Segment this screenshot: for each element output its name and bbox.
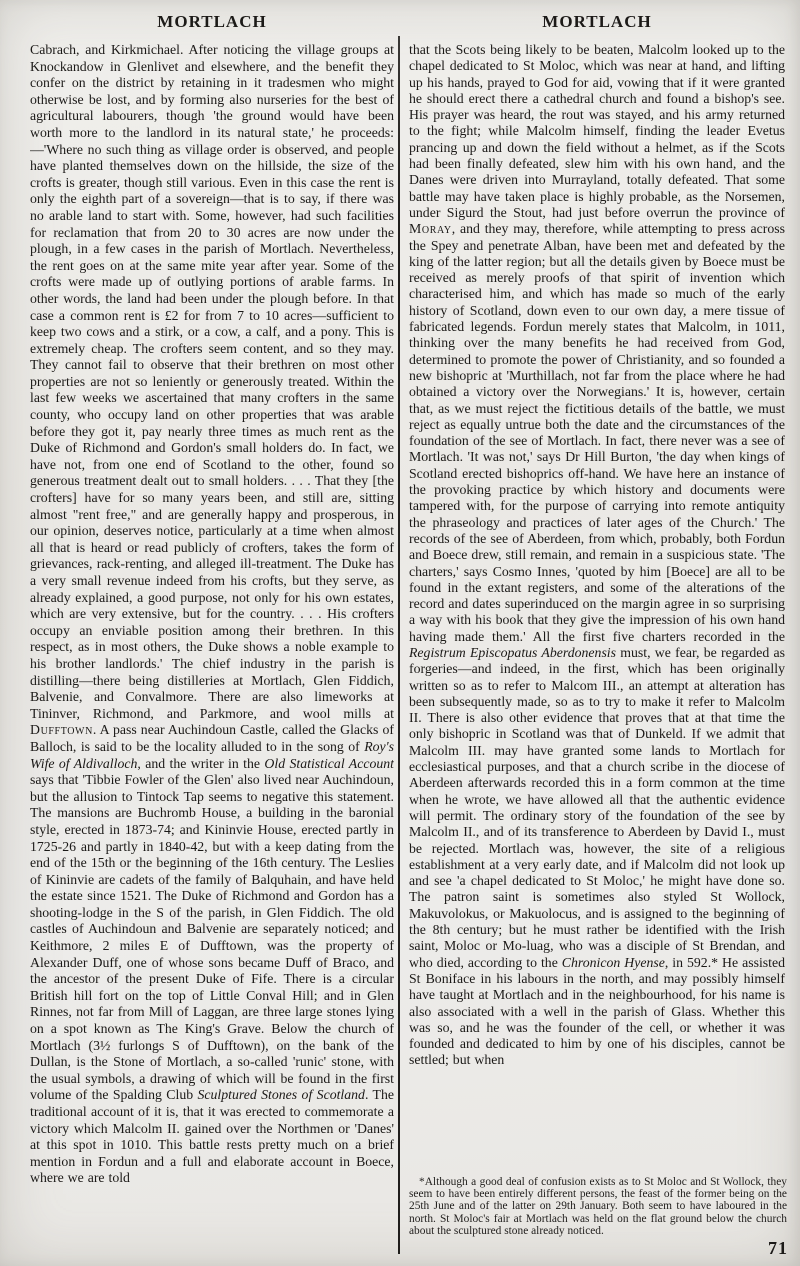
column-divider-rule	[398, 36, 400, 1254]
running-head-left: MORTLACH	[157, 12, 267, 31]
page-number: 71	[768, 1238, 788, 1258]
right-column-text: that the Scots being likely to be beaten, Malcolm looked up to the chapel dedicated to St Moloc, which was near at hand, and lifting up his hands, prayed to God for aid, vowing that if it were granted he should erect there a cathedral church and found a bishop's see. His prayer was heard, the rout was stayed, and his army returned to the fight; while Malcolm himself, finding the leader Evetus prancing up and down the field without a helmet, as if the Scots had been finally defeated, slew him with his own hand, and the Danes were driven into Murrayland, totally defeated. That some battle may have taken place is highly probable, as the Norsemen, under Sigurd the Stout, had just before overrun the province of Moray, and they may, therefore, while attempting to press across the Spey and penetrate Alban, have been met and defeated by the king of the latter region; but all the details given by Boece must be received as merely proofs of that spirit of invention which characterised him, and which has made so much of the early history of Scotland, down even to our own day, a mere tissue of fabricated legends. Fordun merely states that Malcolm, in 1011, thinking over the many benefits he had received from God, determined to promote the power of Christianity, and so founded a new bishopric at 'Murthillach, not far from the place where he had obtained a victory over the Norwegians.' It is, however, certain that, as we must reject the fictitious details of the battle, we must reject as equally untrue both the date and the circumstances of the foundation of the see of Mortlach. In fact, there never was a see of Mortlach. 'It was not,' says Dr Hill Burton, 'the day when kings of Scotland erected bishoprics off-hand. We have here an instance of the provoking practice by which history and documents were tampered with, for the purpose of carrying into remote antiquity the phraseology and practices of later ages of the Church.' The records of the see of Aberdeen, from which, probably, both Fordun and Boece drew, still remain, and remain in a suspicious state. 'The charters,' says Cosmo Innes, 'quoted by him [Boece] are all to be found in the extant registers, and some of the alterations of the record and dates superinduced on the margin agree in so surprising a way with his book that they give the impression of his own hand having made them.' All the first five charters recorded in the Registrum Episcopatus Aberdonensis must, we fear, be regarded as forgeries—and indeed, in the first, which has been originally written so as to refer to Malcom III., an attempt at alteration has been subsequently made, so as to try to make it refer to Malcolm II. There is also other evidence that proves that at that time the only bishopric in Scotland was that of Dunkeld. If we admit that Malcolm III. may have granted some lands to Mortlach for ecclesiastical purposes, and that a church scribe in the diocese of Aberdeen afterwards recorded this in a form common at the time when he wrote, we have allowed all that the authentic evidence will permit. The ordinary story of the foundation of the see by Malcolm II., and of its transference to Aberdeen by David I., must be rejected. Mortlach was, however, the site of a religious establishment at a very early date, and if Malcolm did not look up and see 'a chapel dedicated to St Moloc,' he might have done so. The patron saint is sometimes also styled St Wollock, Makuvolokus, or Makuolocus, and is assigned to the beginning of the 8th century; but he must rather be identified with the Irish saint, Moloc or Mo-luag, who was a disciple of St Brendan, and who died, according to the Chronicon Hyense, in 592.* He assisted St Boniface in his labours in the north, and may possibly himself have taught at Mortlach and in the neighbourhood, for his name is also associated with a well in the parish of Glass. Whether this was so, and he was the founder of the cell, or whether it was founded and dedicated to him by one of his disciples, cannot be settled; but when	[409, 42, 785, 1068]
running-head-right: MORTLACH	[542, 12, 652, 31]
footnote-text: *Although a good deal of confusion exists as to St Moloc and St Wollock, they seem to have been entirely different persons, the feast of the former being on the 25th June and of the latter on 29th January. Both seem to have laboured in the north. St Moloc's fair at Mortlach was held on the flat ground below the church about the sculptured stone already noticed.	[409, 1176, 787, 1237]
left-column-text: Cabrach, and Kirkmichael. After noticing the village groups at Knockandow in Glenlivet and elsewhere, and the benefit they confer on the district by retaining in it tradesmen who might otherwise be lost, and by forming also nurseries for the best of agricultural labourers, though 'the ground would have been worth more to the landlord in its natural state,' he proceeds:—'Where no such thing as village order is observed, and people have planted themselves down on the hillside, the size of the crofts is greater, though still various. Even in this case the rent is only the eighth part of a sovereign—that is to say, if there was no arable land to start with. Some, however, had such facilities for reclamation that from 20 to 30 acres are now under the plough, in a few cases in the parish of Mortlach. Nevertheless, the rent goes on at the same mite year after year. Some of the crofts were made up of outlying portions of arable farms. In other words, the land had been under the plough before. In that case a common rent is £2 for from 7 to 10 acres—sufficient to keep two cows and a stirk, or a cow, a calf, and a pony. This is extremely cheap. The crofters seem content, and so they may. They cannot fail to observe that their brethren on most other properties are not so leniently or generously treated. Within the last few weeks we ascertained that many crofters in the same county, who occupy land on other properties that was arable before they got it, pay nearly three times as much rent as the Duke of Richmond and Gordon's small holders do. In fact, we have not, from one end of Scotland to the other, found so generous treatment dealt out to small holders. . . . That they [the crofters] have for so many years been, and still are, sitting almost "rent free," and are generally happy and prosperous, in our opinion, deserves notice, particularly at a time when almost all that is heard or read publicly of crofters, takes the form of grievances, rack-renting, and alleged ill-treatment. The Duke has a very small revenue indeed from his crofts, but they serve, as already explained, a good purpose, not only for his own estates, which are very extensive, but for the country. . . . His crofters occupy an enviable position among their brethren. In this respect, as in most others, the Duke shows a noble example to his brother landlords.' The chief industry in the parish is distilling—there being distilleries at Mortlach, Glen Fiddich, Balvenie, and Convalmore. There are also limeworks at Tininver, Richmond, and Parkmore, and wool mills at Dufftown. A pass near Auchindoun Castle, called the Glacks of Balloch, is said to be the locality alluded to in the song of Roy's Wife of Aldivalloch, and the writer in the Old Statistical Account says that 'Tibbie Fowler of the Glen' also lived near Auchindoun, but the allusion to Tintock Tap seems to negative this statement. The mansions are Buchromb House, a building in the baronial style, erected in 1873-74; and Kininvie House, erected partly in 1725-26 and partly in 1840-42, but with a keep dating from the end of the 15th or the beginning of the 16th century. The Leslies of Kininvie are cadets of the family of Balquhain, and have held the estate since 1521. The Duke of Richmond and Gordon has a shooting-lodge in the S of the parish, in Glen Fiddich. The old castles of Auchindoun and Balvenie are separately noticed; and Keithmore, 2 miles E of Dufftown, was the property of Alexander Duff, one of whose sons became Duff of Braco, and the ancestor of the present Duke of Fife. There is a circular British hill fort on the top of Little Conval Hill; and in Glen Rinnes, not far from Mill of Laggan, are three large stones lying on a spot known as The King's Grave. Below the church of Mortlach (3½ furlongs S of Dufftown), on the bank of the Dullan, is the Stone of Mortlach, a so-called 'runic' stone, with the usual symbols, a drawing of which will be found in the first volume of the Spalding Club Sculptured Stones of Scotland. The traditional account of it is, that it was erected to commemorate a victory which Malcolm II. gained over the Northmen or 'Danes' at this spot in 1010. This battle rests pretty much on a brief mention in Fordun and a full and elaborate account in Boece, where we are told	[30, 42, 394, 1186]
